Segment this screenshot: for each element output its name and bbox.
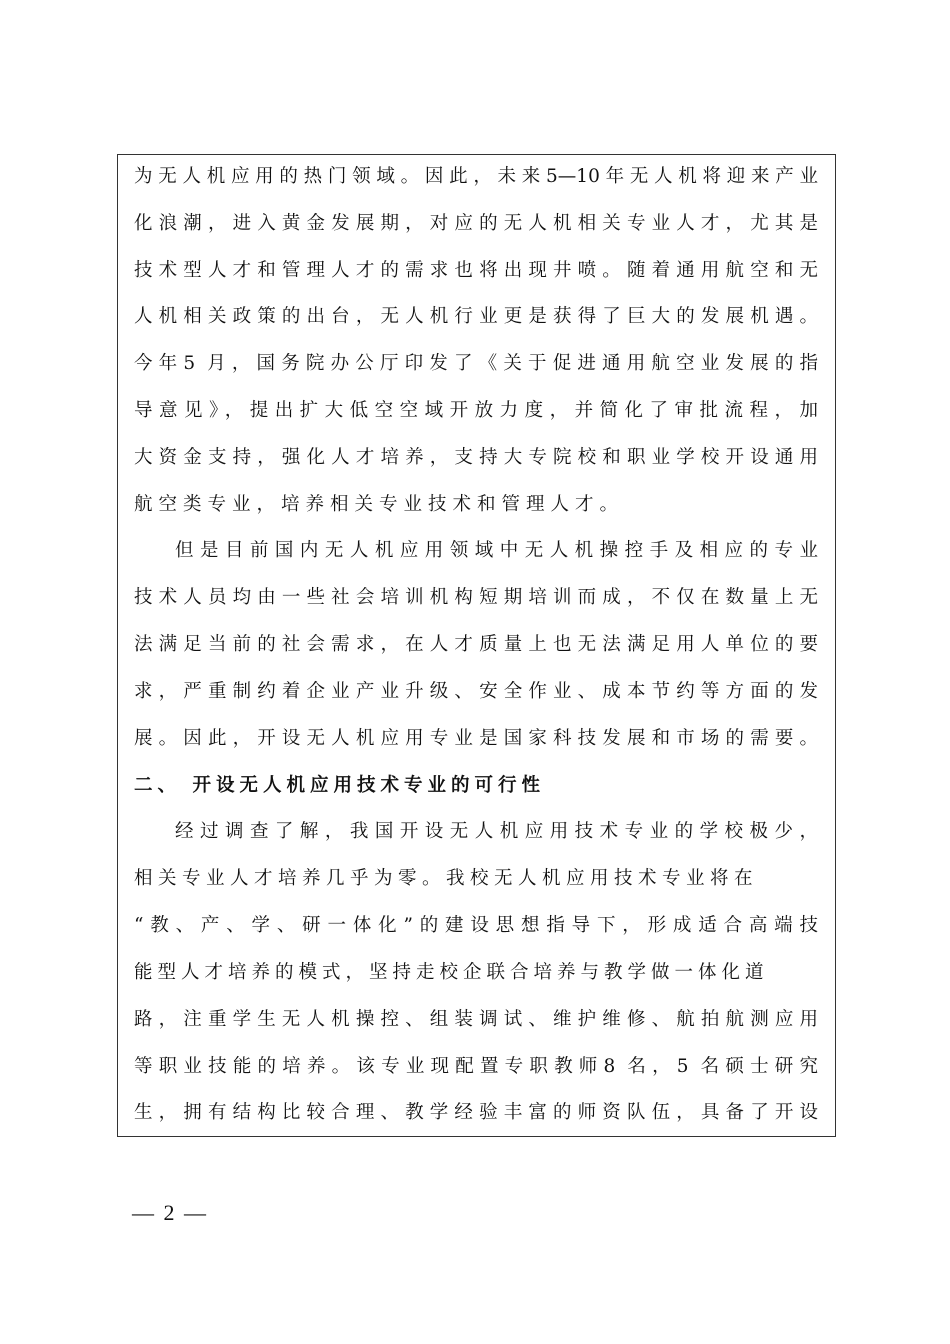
paragraph-first-line: 经过调查了解，我国开设无人机应用技术专业的学校极少， [175,821,818,842]
paragraph-first-line: 但是目前国内无人机应用领域中无人机操控手及相应的专业 [175,540,818,561]
section-heading: 二、 开设无人机应用技术专业的可行性 [134,775,545,796]
text-line: 路，注重学生无人机操控、组装调试、维护维修、航拍航测应用 [134,1009,818,1030]
text-line: 求，严重制约着企业产业升级、安全作业、成本节约等方面的发 [134,681,818,702]
text-line: 展。因此，开设无人机应用专业是国家科技发展和市场的需要。 [134,728,818,749]
text-line: 导意见》，提出扩大低空空域开放力度，并简化了审批流程，加 [134,400,818,421]
text-line: 化浪潮，进入黄金发展期，对应的无人机相关专业人才，尤其是 [134,213,818,234]
text-line: 航空类专业，培养相关专业技术和管理人才。 [134,494,625,515]
text-line: 人机相关政策的出台，无人机行业更是获得了巨大的发展机遇。 [134,306,818,327]
text-line: 等职业技能的培养。该专业现配置专职教师8 名，5 名硕士研究 [134,1056,818,1077]
text-line: “教、产、学、研一体化”的建设思想指导下，形成适合高端技 [134,915,818,936]
text-line: 技术人员均由一些社会培训机构短期培训而成，不仅在数量上无 [134,587,818,608]
text-line: 技术型人才和管理人才的需求也将出现井喷。随着通用航空和无 [134,260,818,281]
text-line: 法满足当前的社会需求，在人才质量上也无法满足用人单位的要 [134,634,818,655]
text-line: 为无人机应用的热门领域。因此，未来5—10年无人机将迎来产业 [134,166,818,187]
text-line: 大资金支持，强化人才培养，支持大专院校和职业学校开设通用 [134,447,818,468]
text-line: 今年5 月，国务院办公厅印发了《关于促进通用航空业发展的指 [134,353,818,374]
text-line: 相关专业人才培养几乎为零。我校无人机应用技术专业将在 [134,868,759,889]
page-number: — 2 — [132,1200,208,1225]
text-line: 能型人才培养的模式，坚持走校企联合培养与教学做一体化道 [134,962,769,983]
text-line: 生，拥有结构比较合理、教学经验丰富的师资队伍，具备了开设 [134,1102,818,1123]
